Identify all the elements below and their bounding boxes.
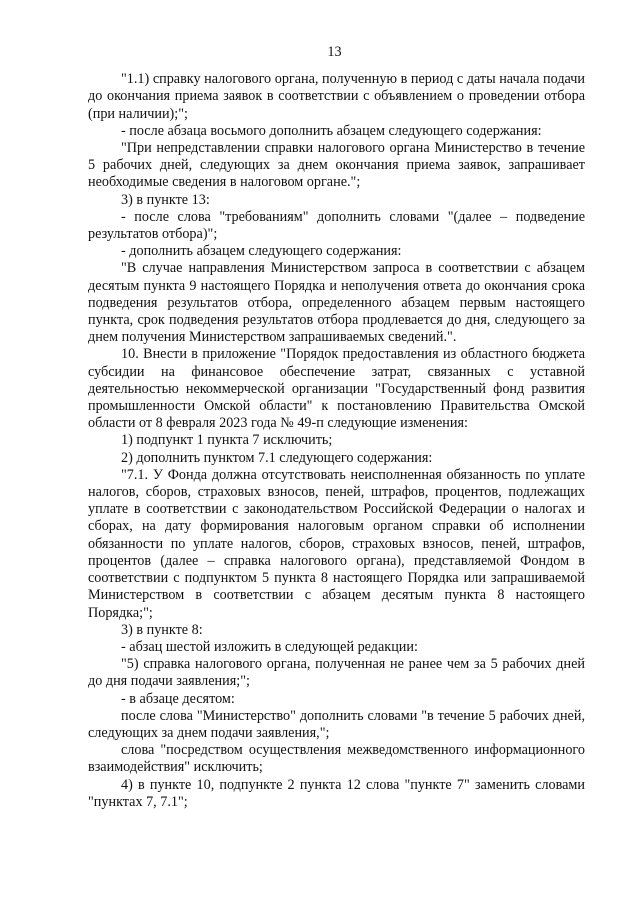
paragraph: - после слова "требованиям" дополнить словами "(далее – подведение результатов отбора)"; xyxy=(88,208,585,243)
paragraph: - в абзаце десятом: xyxy=(121,690,235,707)
paragraph: - после абзаца восьмого дополнить абзацем следующего содержания: xyxy=(121,122,542,139)
paragraph: "В случае направления Министерством запроса в соответствии с абзацем десятым пункта 9 настоящего Порядка и неполучения ответа до окончания срока подведения результатов отбора, определенного абзацем первым настоящего пункта, срок подведения результатов отбора продлевается до дня, следующего за днем получения Министерством запрашиваемых сведений.". xyxy=(88,260,585,346)
paragraph: 3) в пункте 8: xyxy=(121,621,203,638)
paragraph: "При непредставлении справки налогового органа Министерство в течение 5 рабочих дней, следующих за днем окончания приема заявок, запрашивает необходимые сведения в налоговом органе."; xyxy=(88,140,585,191)
paragraph: 4) в пункте 10, подпункте 2 пункта 12 слова "пункте 7" заменить словами "пунктах 7, 7.1"; xyxy=(88,776,585,810)
paragraph: "1.1) справку налогового органа, полученную в период с даты начала подачи до окончания приема заявок в соответствии с объявлением о проведении отбора (при наличии);"; xyxy=(88,71,585,122)
paragraph: - дополнить абзацем следующего содержания: xyxy=(121,243,402,260)
paragraph: - абзац шестой изложить в следующей редакции: xyxy=(121,638,418,655)
paragraph: 3) в пункте 13: xyxy=(121,191,210,208)
paragraph: слова "посредством осуществления межведомственного информационного взаимодействия" исключить; xyxy=(88,742,585,776)
page-number: 13 xyxy=(327,44,342,60)
paragraph: "5) справка налогового органа, полученная не ранее чем за 5 рабочих дней до дня подачи заявления;"; xyxy=(88,656,585,690)
document-page xyxy=(88,44,585,811)
paragraph: 1) подпункт 1 пункта 7 исключить; xyxy=(121,432,333,449)
paragraph: после слова "Министерство" дополнить словами "в течение 5 рабочих дней, следующих за днем подачи заявления,"; xyxy=(88,707,585,741)
paragraph: 10. Внести в приложение "Порядок предоставления из областного бюджета субсидии на финансовое обеспечение затрат, связанных с уставной деятельностью некоммерческой организации "Государственный фонд развития промышленности Омской области" к постановлению Правительства Омской области от 8 февраля 2023 года № 49-п следующие изменения: xyxy=(88,346,585,432)
paragraph: 2) дополнить пунктом 7.1 следующего содержания: xyxy=(121,449,433,466)
paragraph: "7.1. У Фонда должна отсутствовать неисполненная обязанность по уплате налогов, сборов, страховых взносов, пеней, штрафов, процентов, подлежащих уплате в соответствии с законодательством Российской Федерации о налогах и сборах, на дату формирования налоговым органом справки об исполнении обязанности по уплате налогов, сборов, страховых взносов, пеней, штрафов, процентов (далее – справка налогового органа), представляемой Фондом в соответствии с подпунктом 5 пункта 8 настоящего Порядка или запрашиваемой Министерством в соответствии с абзацем десятым пункта 8 настоящего Порядка;"; xyxy=(88,466,585,621)
